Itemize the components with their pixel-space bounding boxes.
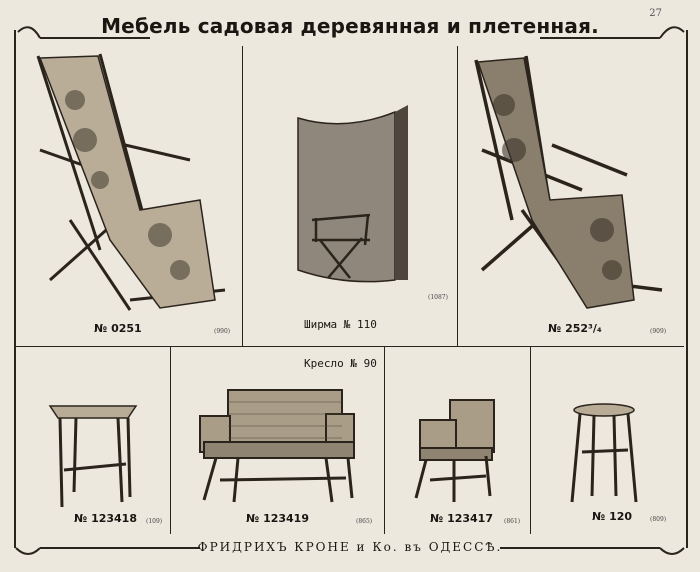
item-reference: (109) — [146, 518, 163, 525]
page-number: 27 — [649, 8, 662, 19]
footer-publisher: ФРИДРИХЪ КРОНЕ и Ко. въ ОДЕССѢ. — [197, 540, 503, 554]
grid-vertical-rule — [384, 346, 385, 534]
item-wicker-sofa — [176, 352, 382, 532]
screen-illustration — [250, 50, 455, 285]
item-reference: (809) — [650, 516, 667, 523]
page-title: Мебель садовая деревянная и плетенная. — [101, 14, 599, 38]
item-bamboo-table — [30, 352, 168, 532]
sofa-illustration — [176, 352, 382, 512]
stand-illustration — [536, 352, 676, 512]
item-number: № 123419 — [246, 512, 309, 525]
item-number: № 252³/₄ — [548, 322, 602, 335]
item-wicker-armchair — [390, 352, 528, 532]
item-screen-and-chair — [250, 50, 455, 370]
caption-line: Кресло № 90 — [304, 357, 377, 370]
item-reference: (861) — [504, 518, 521, 525]
item-reference: (865) — [356, 518, 373, 525]
caption-line: Ширма № 110 — [304, 318, 377, 331]
item-bamboo-deck-chair — [462, 50, 678, 340]
bamboo-chair-illustration — [462, 50, 678, 320]
grid-vertical-rule — [170, 346, 171, 534]
table-illustration — [30, 352, 168, 512]
item-bamboo-stand — [536, 352, 676, 532]
grid-vertical-rule — [457, 46, 458, 346]
armchair-illustration — [390, 352, 528, 512]
item-deck-chair-0251 — [30, 50, 240, 340]
grid-vertical-rule — [242, 46, 243, 346]
item-reference: (990) — [214, 328, 231, 335]
item-number: № 123418 — [74, 512, 137, 525]
item-number: № 123417 — [430, 512, 493, 525]
item-number: № 120 — [592, 510, 633, 523]
item-reference: (909) — [650, 328, 667, 335]
item-reference: (1087) — [428, 294, 448, 301]
grid-vertical-rule — [530, 346, 531, 534]
item-number: № 0251 — [94, 322, 142, 335]
deck-chair-illustration — [30, 50, 240, 320]
